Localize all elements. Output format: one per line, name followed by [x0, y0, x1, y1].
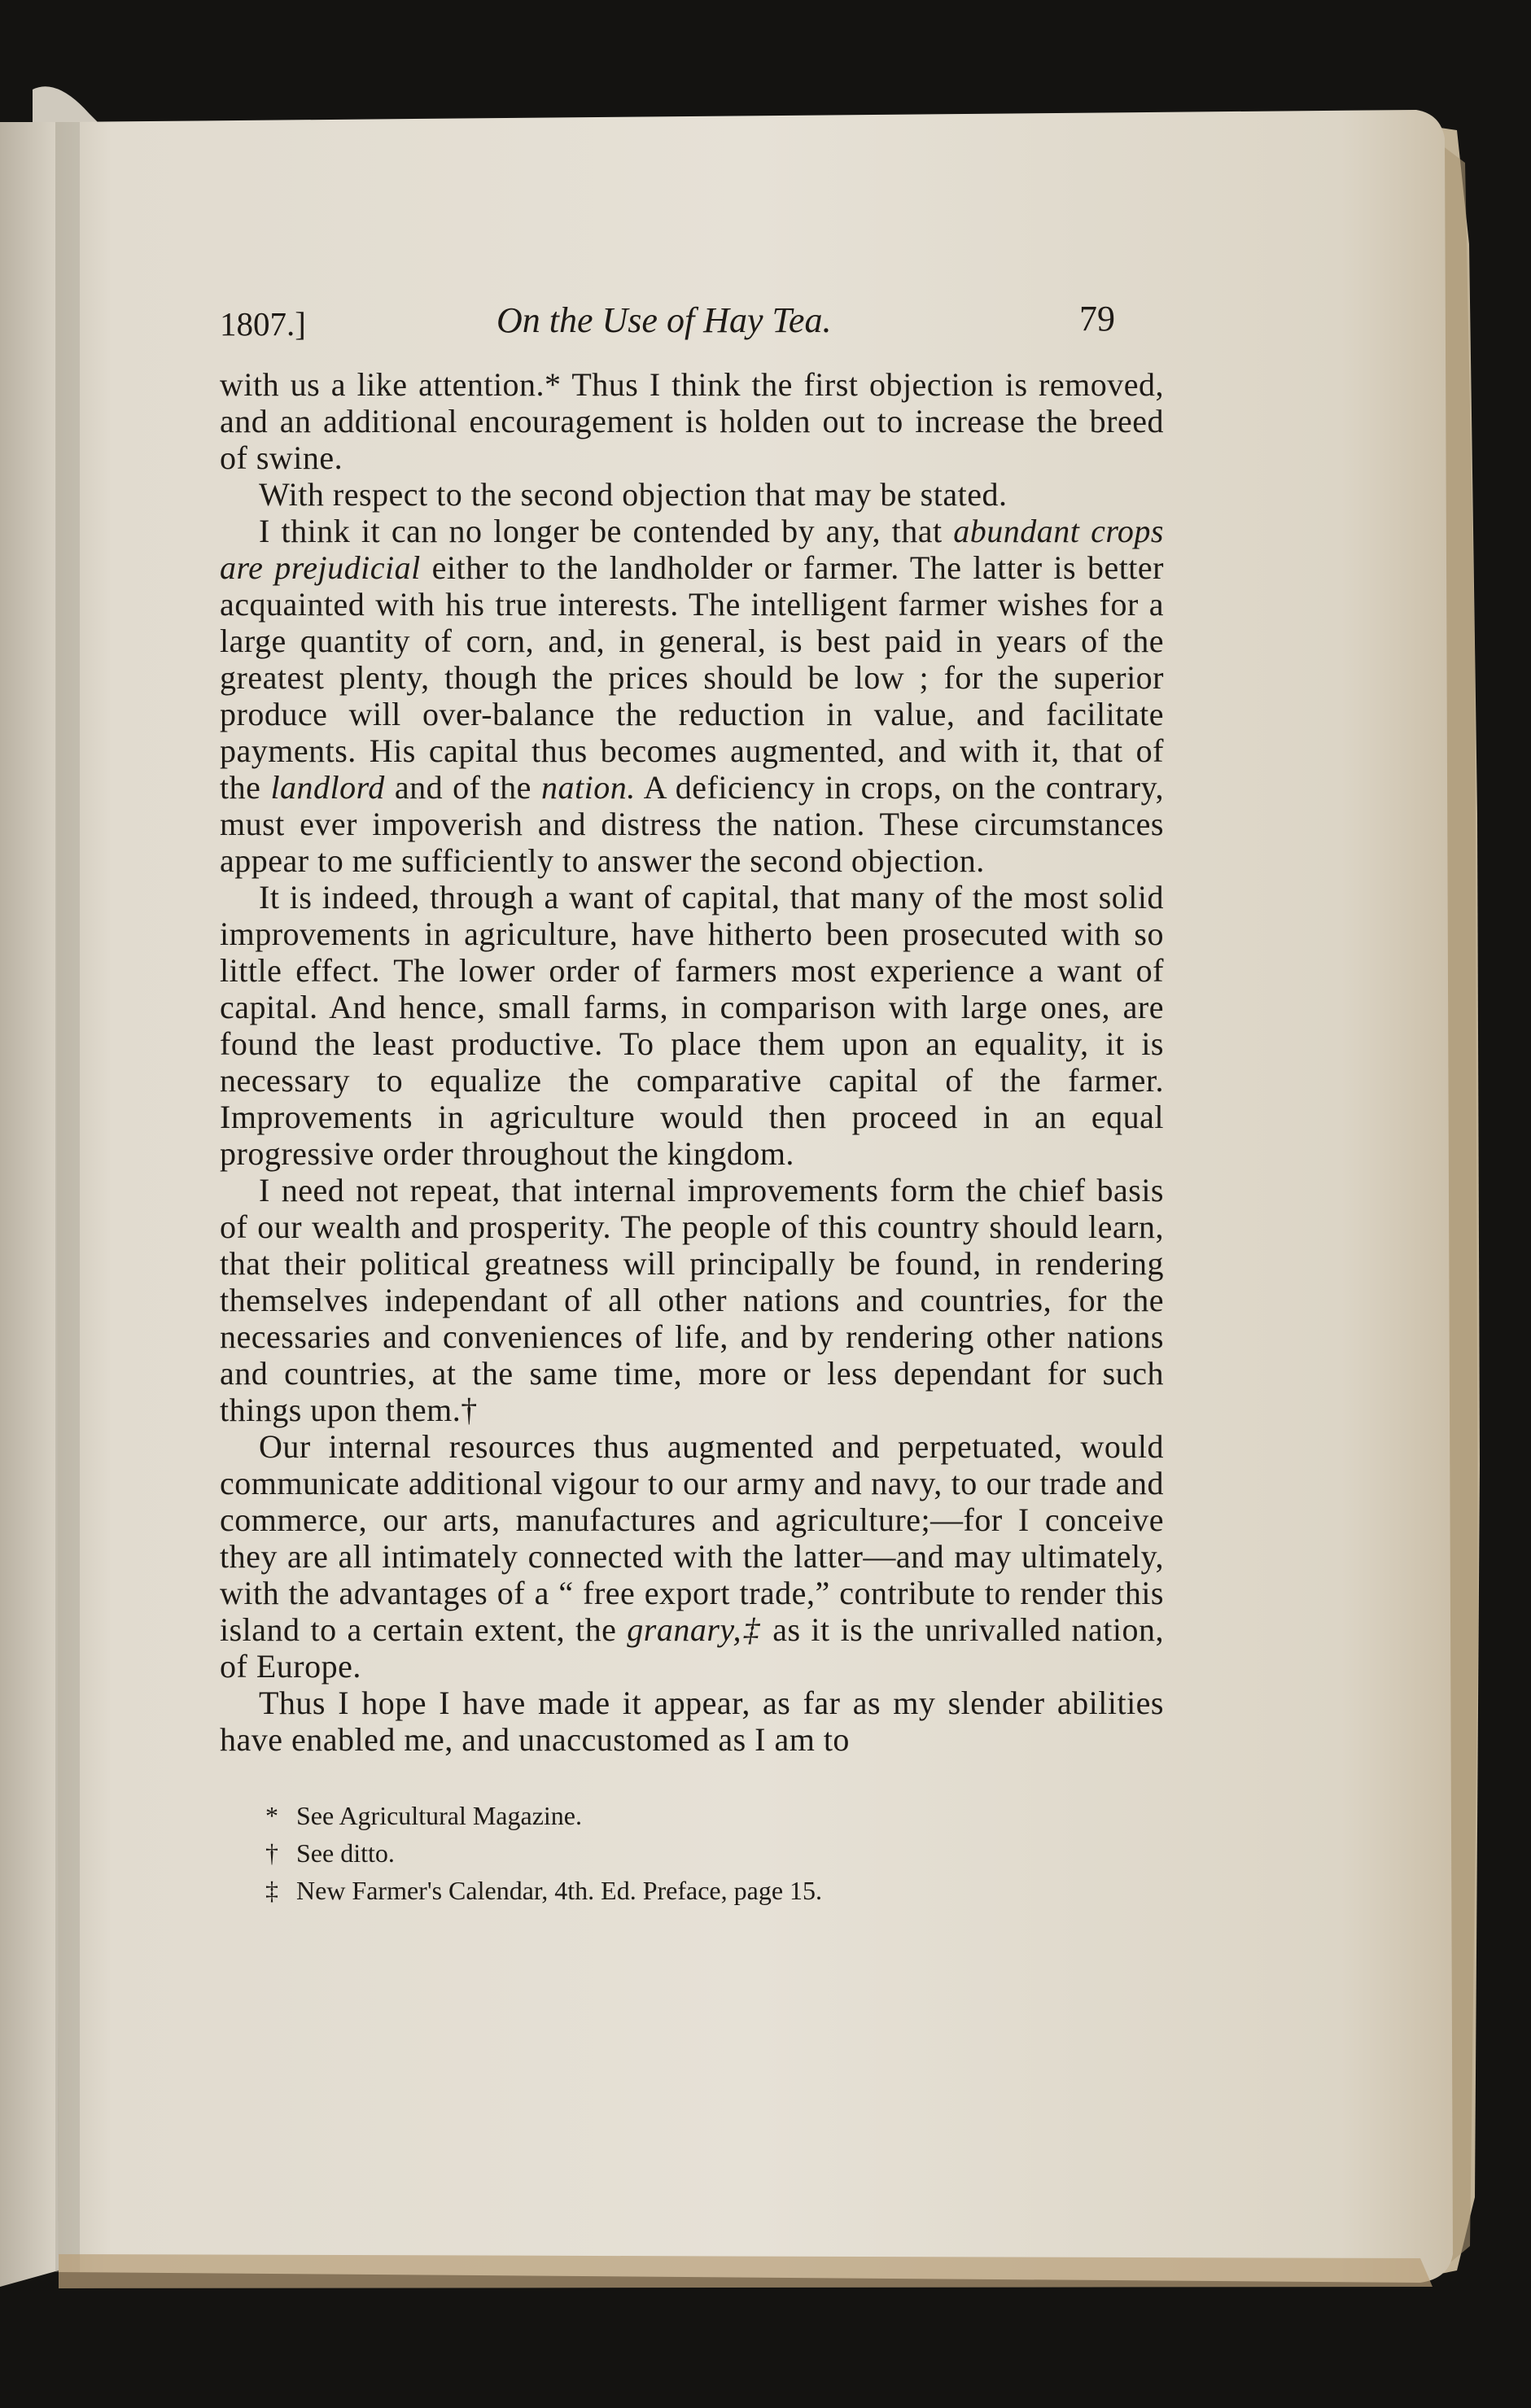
paragraph-3: I think it can no longer be contended by any, that abundant crops are prejudicial either to the landholder or farmer. The latter is better acquainted with his true interests. The intelligent farmer wishes for a large quantity of corn, and, in general, is best paid in years of the greatest plenty, though the prices should be low ; for the superior produce will over-balance the reduction in value, and facilitate payments. His capital thus becomes augmented, and with it, that of the landlord and of the nation. A deficiency in crops, on the contrary, must ever impoverish and distress the nation. These circumstances appear to me sufficiently to answer the second objection.	[220, 513, 1164, 879]
footnote-mark: *	[265, 1801, 278, 1830]
header-title: On the Use of Hay Tea.	[496, 300, 832, 340]
body-text	[220, 366, 1164, 1758]
paragraph-4: It is indeed, through a want of capital, that many of the most solid improvements in agriculture, have hitherto been prosecuted with so little effect. The lower order of farmers most experience a want of capital. And hence, small farms, in comparison with large ones, are found the least productive. To place them upon an equality, it is necessary to equalize the comparative capital of the farmer. Improvements in agriculture would then proceed in an equal progressive order throughout the kingdom.	[220, 879, 1164, 1172]
paragraph-2: With respect to the second objection that may be stated.	[259, 476, 1008, 513]
footnote-text: See ditto.	[296, 1838, 395, 1868]
paragraph-7: Thus I hope I have made it appear, as far as my slender abilities have enabled me, and unaccustomed as I am to	[220, 1685, 1164, 1758]
page-text	[220, 293, 1164, 1909]
page-number: 79	[1079, 299, 1115, 339]
footnotes	[265, 1797, 1164, 1909]
footnote-text: See Agricultural Magazine.	[296, 1801, 582, 1830]
paragraph-6: Our internal resources thus augmented and perpetuated, would communicate additional vigour to our army and navy, to our trade and commerce, our arts, manufactures and agriculture;—for I conceive they are all intimately connected with the latter—and may ultimately, with the advantages of a “ free export trade,” contribute to render this island to a certain extent, the granary,‡ as it is the unrivalled nation, of Europe.	[220, 1428, 1164, 1685]
footnote-1	[265, 1797, 1164, 1834]
bottom-edge	[59, 2254, 1433, 2288]
footnote-2	[265, 1834, 1164, 1872]
left-page-edge	[0, 122, 59, 2287]
footnote-mark: ‡	[265, 1876, 278, 1905]
footnote-text: New Farmer's Calendar, 4th. Ed. Preface, page 15.	[296, 1876, 823, 1905]
running-head	[220, 293, 1164, 358]
footnote-mark: †	[265, 1838, 278, 1868]
paragraph-1: with us a like attention.* Thus I think the first objection is removed, and an additional encouragement is holden out to increase the breed of swine.	[220, 366, 1164, 476]
footnote-3	[265, 1872, 1164, 1909]
gutter-shadow	[55, 122, 80, 2272]
header-year: 1807.]	[220, 305, 306, 343]
paragraph-5: I need not repeat, that internal improvements form the chief basis of our wealth and prosperity. The people of this country should learn, that their political greatness will principally be found, in rendering themselves independant of all other nations and countries, for the necessaries and conveniences of life, and by rendering other nations and countries, at the same time, more or less dependant for such things upon them.†	[220, 1172, 1164, 1428]
